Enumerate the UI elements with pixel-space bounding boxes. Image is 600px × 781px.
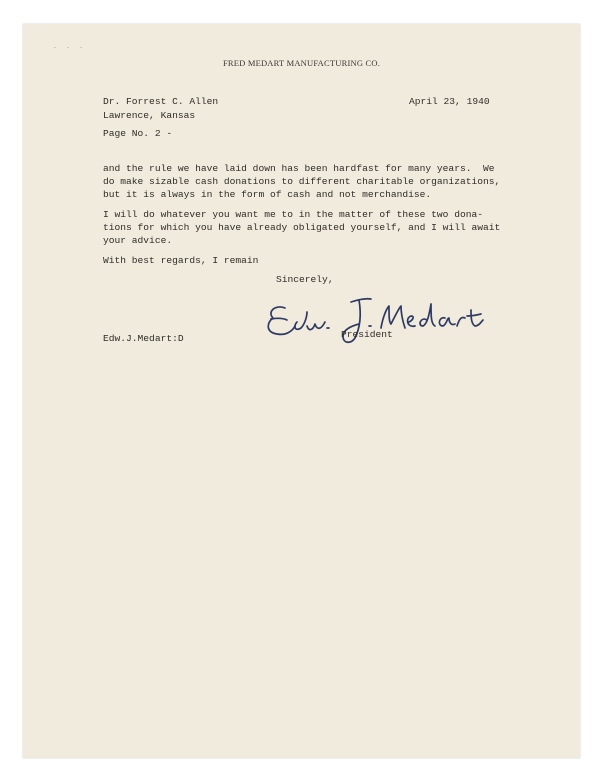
- letterhead: FRED MEDART MANUFACTURING CO.: [222, 58, 381, 68]
- letter-date: April 23, 1940: [409, 96, 490, 107]
- body-line: and the rule we have laid down has been hardfast for many years. We: [103, 163, 495, 174]
- typist-initials: Edw.J.Medart:D: [103, 333, 184, 344]
- body-line: I will do whatever you want me to in the matter of these two dona-: [103, 209, 483, 220]
- body-line: With best regards, I remain: [103, 255, 259, 266]
- body-line: do make sizable cash donations to different charitable organizations,: [103, 176, 501, 187]
- body-line: but it is always in the form of cash and not merchandise.: [103, 189, 432, 200]
- signer-title: President: [341, 329, 393, 340]
- page-number: Page No. 2 -: [103, 128, 173, 139]
- letter-paper: [23, 24, 580, 758]
- recipient-city: Lawrence, Kansas: [103, 110, 196, 121]
- closing: Sincerely,: [276, 274, 334, 285]
- handwritten-signature: [263, 286, 493, 356]
- recipient-name: Dr. Forrest C. Allen: [103, 96, 219, 107]
- body-line: tions for which you have already obligated yourself, and I will await: [103, 222, 501, 233]
- body-line: your advice.: [103, 235, 173, 246]
- paper-specks: - - -: [53, 44, 87, 51]
